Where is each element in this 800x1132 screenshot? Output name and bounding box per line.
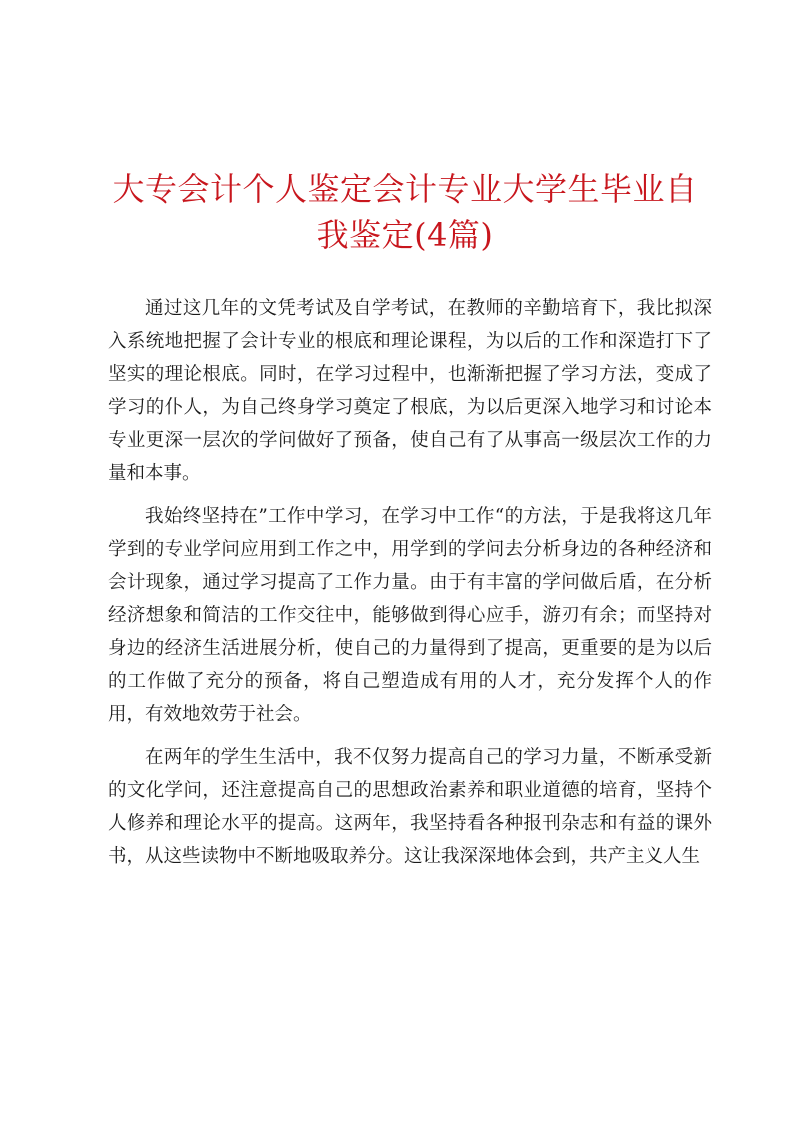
paragraph-1: 通过这几年的文凭考试及自学考试，在教师的辛勤培育下，我比拟深入系统地把握了会计专业的根底和理论课程，为以后的工作和深造打下了坚实的理论根底。同时，在学习过程中，也渐渐把握了学习方法，变成了学习的仆人，为自己终身学习奠定了根底，为以后更深入地学习和讨论本专业更深一层次的学问做好了预备，使自己有了从事高一级层次工作的力量和本事。: [108, 298, 712, 484]
document-body: [108, 292, 712, 883]
paragraph-2: 我始终坚持在”工作中学习，在学习中工作“的方法，于是我将这几年学到的专业学问应用到工作之中，用学到的学问去分析身边的各种经济和会计现象，通过学习提高了工作力量。由于有丰富的学问做后盾，在分析经济想象和简洁的工作交往中，能够做到得心应手，游刃有余；而坚持对身边的经济生活进展分析，使自己的力量得到了提高，更重要的是为以后的工作做了充分的预备，将自己塑造成有用的人才，充分发挥个人的作用，有效地效劳于社会。: [108, 506, 712, 725]
paragraph-3: 在两年的学生生活中，我不仅努力提高自己的学习力量，不断承受新的文化学问，还注意提高自己的思想政治素养和职业道德的培育，坚持个人修养和理论水平的提高。这两年，我坚持看各种报刊杂志和有益的课外书，从这些读物中不断地吸取养分。这让我深深地体会到，共产主义人生: [108, 747, 712, 867]
document-title: 大专会计个人鉴定会计专业大学生毕业自我鉴定(4篇): [112, 170, 698, 254]
